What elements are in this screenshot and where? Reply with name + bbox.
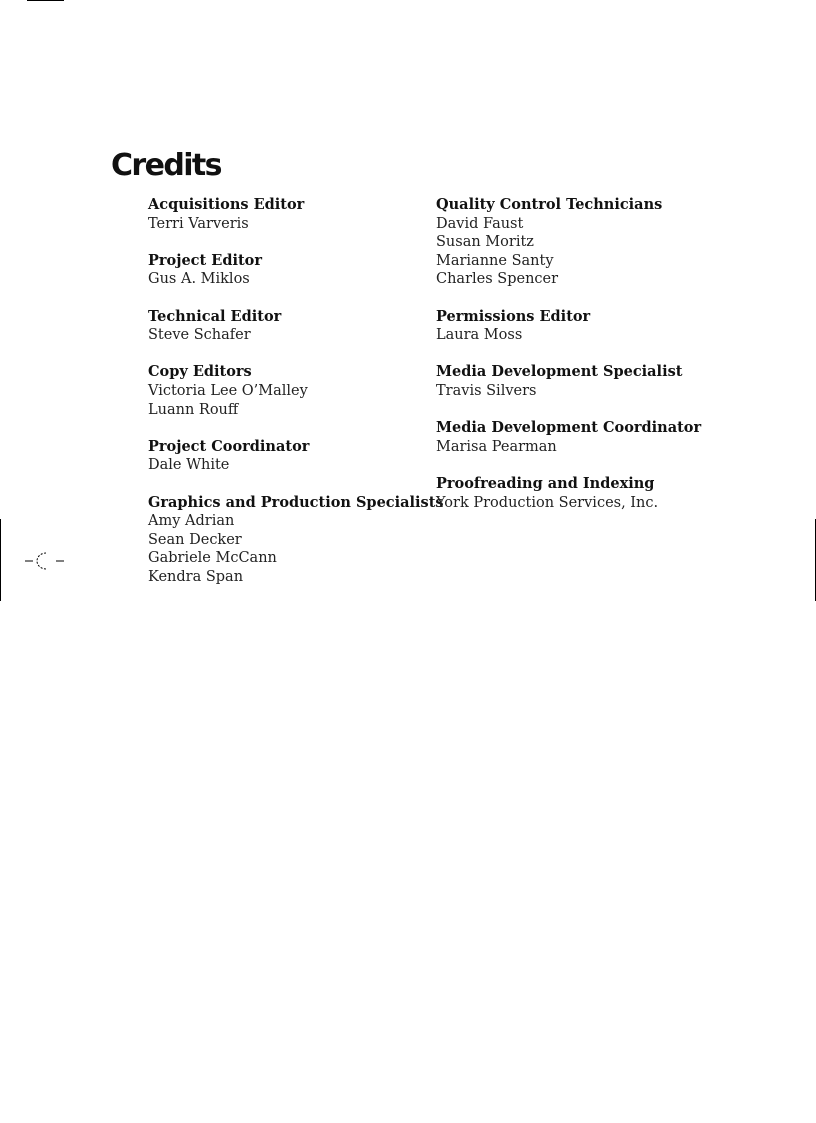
person-name: York Production Services, Inc. — [436, 494, 659, 511]
credit-group — [148, 252, 423, 289]
role-title: Permissions Editor — [436, 307, 591, 325]
person-name: Laura Moss — [436, 327, 523, 344]
credit-group — [436, 196, 706, 289]
person-name: David Faust — [436, 215, 524, 232]
credit-group — [436, 475, 706, 512]
role-title: Project Editor — [148, 251, 262, 269]
person-name: Sean Decker — [148, 531, 242, 548]
person-name: Kendra Span — [148, 568, 244, 585]
person-name: Travis Silvers — [436, 382, 537, 399]
person-name: Amy Adrian — [148, 513, 235, 530]
role-title: Project Coordinator — [148, 437, 310, 455]
role-title: Acquisitions Editor — [148, 196, 305, 213]
credit-group — [148, 308, 423, 345]
credit-group — [148, 363, 423, 419]
role-title: Copy Editors — [148, 363, 252, 381]
role-title: Media Development Specialist — [436, 363, 683, 381]
credits-column-right — [436, 196, 706, 531]
person-name: Susan Moritz — [436, 234, 534, 251]
registration-mark-icon — [24, 549, 66, 573]
person-name: Gabriele McCann — [148, 550, 277, 567]
credit-group — [148, 493, 444, 587]
role-title: Media Development Coordinator — [436, 419, 702, 437]
person-name: Charles Spencer — [436, 271, 559, 288]
person-name: Marianne Santy — [436, 252, 554, 269]
credit-group — [148, 196, 423, 233]
page-title: Credits — [111, 148, 221, 183]
credit-group — [436, 419, 706, 456]
person-name: Victoria Lee O’Malley — [148, 382, 308, 399]
person-name: Luann Rouff — [148, 401, 239, 418]
role-title: Technical Editor — [148, 307, 282, 325]
person-name: Steve Schafer — [148, 327, 251, 344]
crop-mark-top — [27, 0, 64, 1]
role-title: Graphics and Production Specialists — [148, 493, 444, 511]
role-title: Quality Control Technicians — [436, 196, 663, 213]
credit-group — [148, 438, 423, 475]
crop-mark-left — [0, 519, 1, 601]
role-title: Proofreading and Indexing — [436, 474, 655, 492]
person-name: Terri Varveris — [148, 215, 249, 232]
credits-column-left — [148, 196, 444, 605]
person-name: Marisa Pearman — [436, 438, 557, 455]
person-name: Gus A. Miklos — [148, 271, 250, 288]
credit-group — [436, 308, 706, 345]
person-name: Dale White — [148, 457, 230, 474]
credit-group — [436, 363, 706, 400]
